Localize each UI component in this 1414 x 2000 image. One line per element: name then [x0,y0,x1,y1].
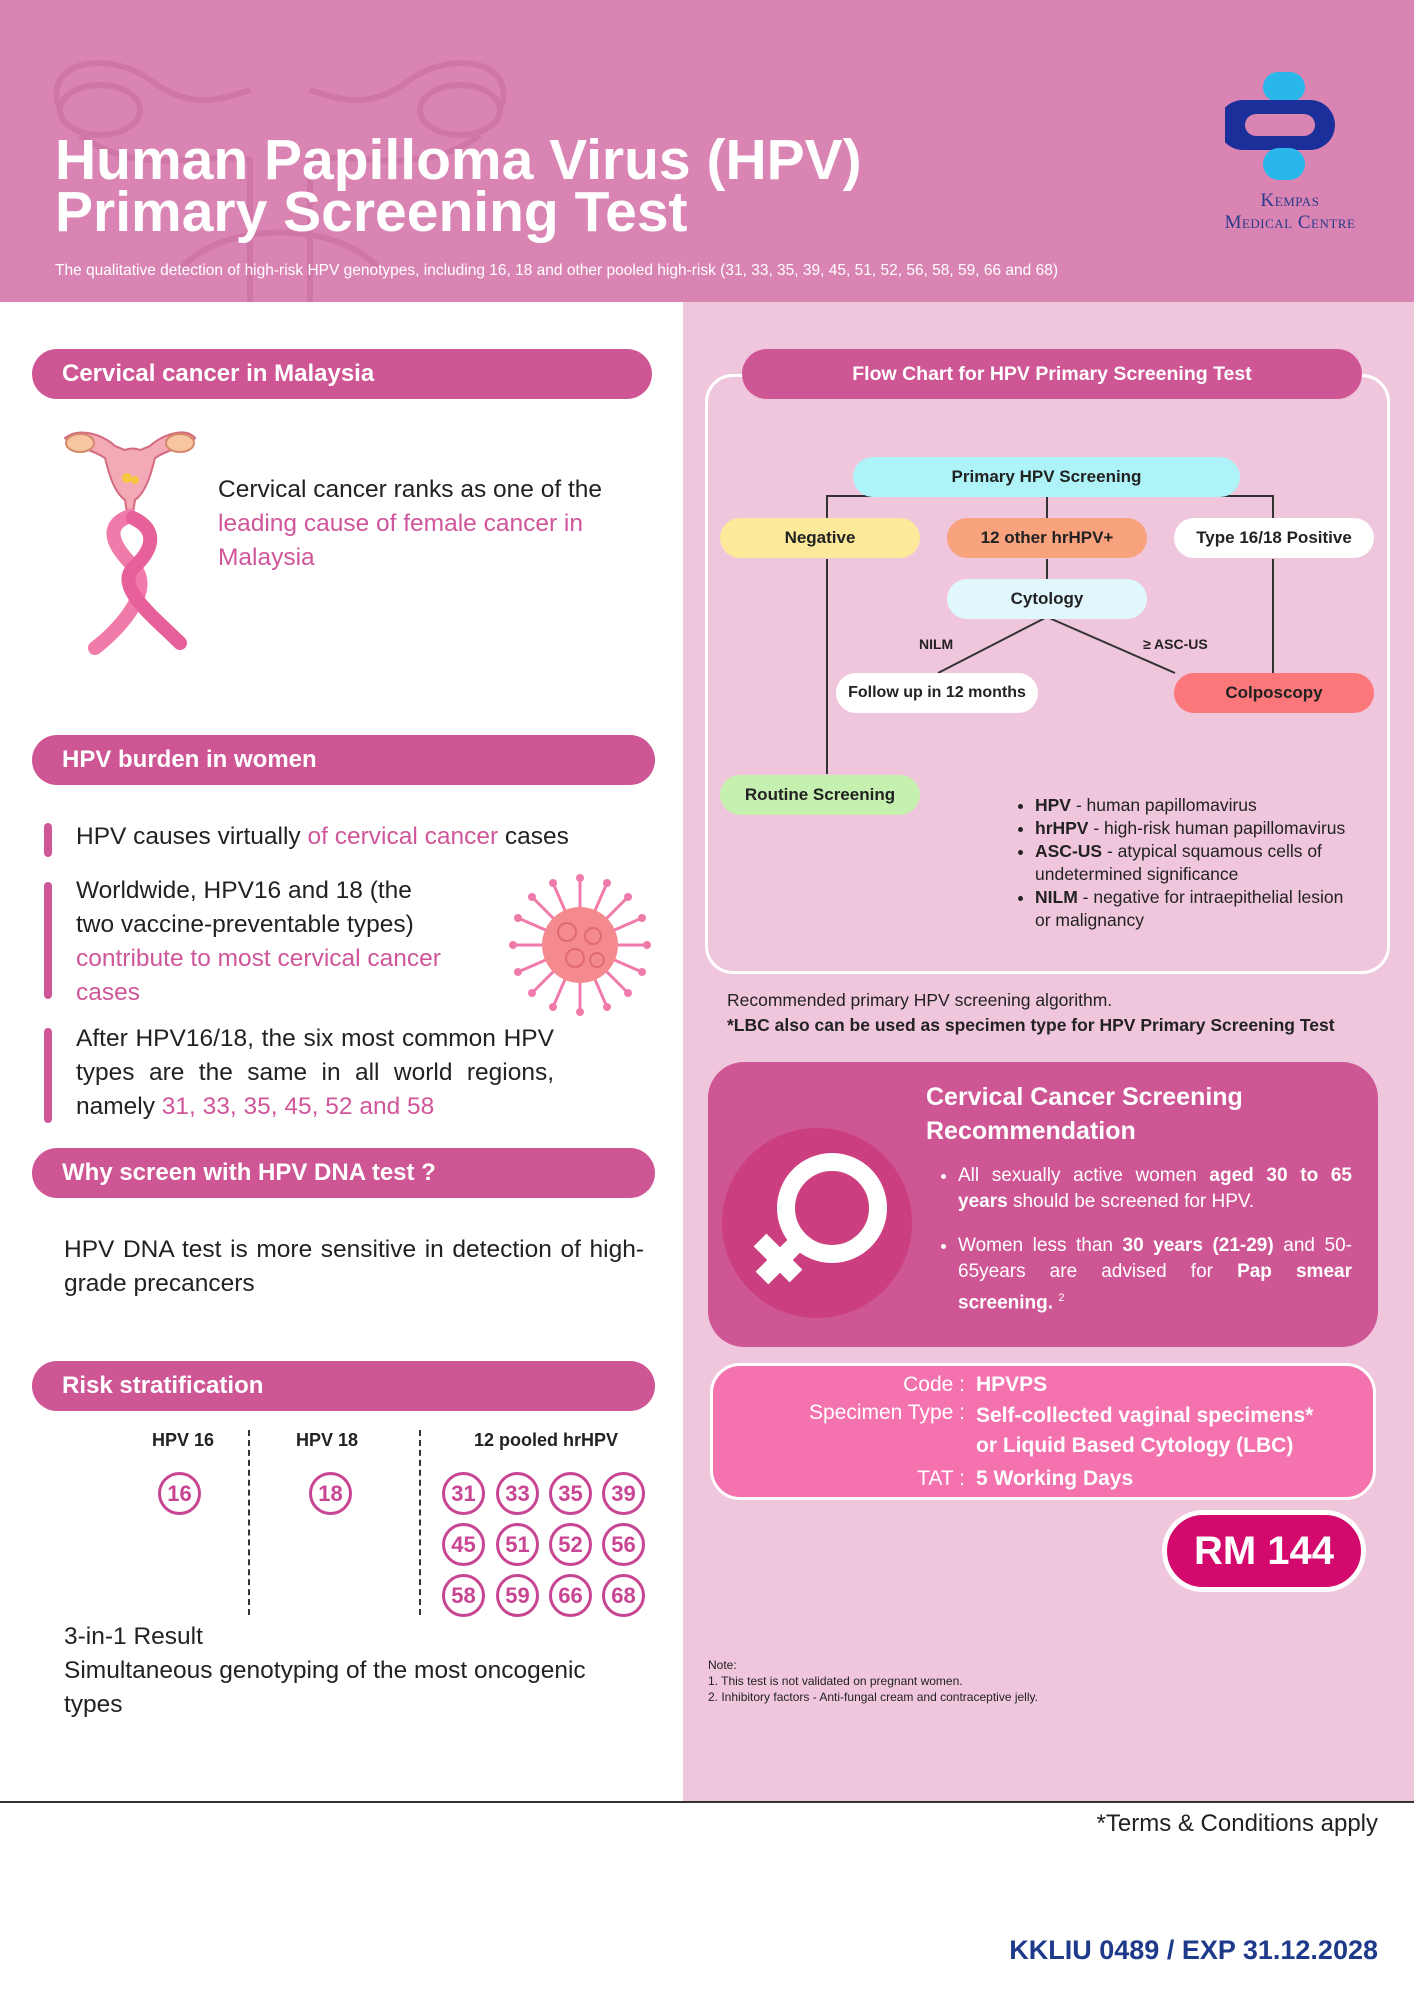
recommendation-list [932,1163,1352,1334]
flow-node-routine: Routine Screening [720,775,920,815]
genotype-circle-16: 16 [158,1472,201,1515]
uterus-ribbon-illustration [55,418,205,658]
recommendation-item: • Women less than 30 years (21-29) and 50-65years are advised for Pap smear screening. $^2$ [958,1233,1352,1316]
risk-col-header-hpv16: HPV 16 [152,1430,215,1450]
page-subtitle: The qualitative detection of high-risk HPV genotypes, including 16, 18 and other pooled high-risk (31, 33, 35, 39, 45, 51, 52, 56, 58, 59, 66 and 68) [55,262,1058,279]
flow-node-cytology: Cytology [947,579,1147,619]
glossary-item: • hrHPV - high-risk human papillomavirus [1035,817,1360,840]
connector-line [826,559,828,774]
flow-label-ascus: ≥ ASC-US [1143,636,1208,652]
code-label: Code : [903,1373,965,1396]
genotype-circle: 31 [442,1472,485,1515]
burden-item-2: Worldwide, HPV16 and 18 (the two vaccine-preventable types) contribute to most cervical cancer cases [76,877,441,1006]
terms-note: *Terms & Conditions apply [1096,1810,1378,1837]
connector-line [826,495,828,519]
flow-node-followup: Follow up in 12 months [836,673,1038,713]
glossary-item: • HPV - human papillomavirus [1035,794,1360,817]
genotype-circle: 58 [442,1574,485,1617]
risk-col-header-hpv18: HPV 18 [296,1430,359,1450]
divider [248,1430,250,1615]
connector-line [1046,495,1048,519]
glossary-item: • ASC-US - atypical squamous cells of undetermined significance [1035,840,1360,886]
genotype-circle: 33 [496,1472,539,1515]
genotype-circle: 66 [549,1574,592,1617]
genotype-circle: 59 [496,1574,539,1617]
section-heading-burden: HPV burden in women [32,735,655,785]
specimen-value: Self-collected vaginal specimens* or Liquid Based Cytology (LBC) [976,1404,1314,1457]
flow-node-primary: Primary HPV Screening [853,457,1240,497]
flow-node-colposcopy: Colposcopy [1174,673,1374,713]
code-value: HPVPS [976,1373,1048,1396]
logo-wordmark: Kempas Medical Centre [1224,190,1356,233]
genotype-circle: 52 [549,1523,592,1566]
tat-label: TAT : [917,1467,965,1490]
test-info-labels [720,1371,965,1501]
female-symbol-badge [722,1128,912,1318]
recommendation-item: • All sexually active women aged 30 to 65 years should be screened for HPV. [958,1163,1352,1215]
license-number: KKLIU 0489 / EXP 31.12.2028 [1009,1935,1378,1965]
risk-result-text: 3-in-1 Result Simultaneous genotyping of the most oncogenic types [64,1623,586,1718]
flow-label-nilm: NILM [919,636,954,652]
accent-bar [44,823,52,857]
genotype-circle-18: 18 [309,1472,352,1515]
genotype-circle: 56 [602,1523,645,1566]
why-text: HPV DNA test is more sensitive in detection of high-grade precancers [64,1236,644,1297]
flow-node-other-hrhpv: 12 other hrHPV+ [947,518,1147,558]
tat-value: 5 Working Days [976,1467,1134,1490]
specimen-label: Specimen Type : [808,1401,965,1424]
burden-item-3: After HPV16/18, the six most common HPV types are the same in all world regions, namely 31, 33, 35, 45, 52 and 58 [76,1025,554,1120]
page-title: Human Papilloma Virus (HPV) Primary Screening Test [55,128,862,244]
accent-bar [44,882,52,999]
notes: Note: 1. This test is not validated on pregnant women. 2. Inhibitory factors - Anti-fungal cream and contraceptive jelly. [708,1658,1038,1704]
genotype-circle: 51 [496,1523,539,1566]
glossary-item: • NILM - negative for intraepithelial lesion or malignancy [1035,886,1360,932]
header-banner [0,0,1414,302]
divider [419,1430,421,1615]
section-heading-malaysia: Cervical cancer in Malaysia [32,349,652,399]
glossary-list [1015,794,1360,932]
female-symbol-icon [722,1128,912,1318]
connector-line [1272,495,1274,519]
risk-col-header-pooled: 12 pooled hrHPV [474,1430,619,1450]
flow-node-type1618: Type 16/18 Positive [1174,518,1374,558]
section-heading-risk: Risk stratification [32,1361,655,1411]
recommendation-title: Cervical Cancer Screening Recommendation [926,1083,1243,1145]
malaysia-text: Cervical cancer ranks as one of the leading cause of female cancer in Malaysia [218,476,603,571]
genotype-circle: 35 [549,1472,592,1515]
flow-chart-heading: Flow Chart for HPV Primary Screening Test [742,349,1362,399]
connector-line [1272,559,1274,674]
kempas-logo-icon [1225,72,1345,182]
connector-line [1046,559,1048,579]
genotype-circle: 68 [602,1574,645,1617]
accent-bar [44,1028,52,1123]
flow-caption: Recommended primary HPV screening algorithm. *LBC also can be used as specimen type for HPV Primary Screening Test [727,990,1335,1035]
footer-divider [0,1801,1414,1803]
flow-node-negative: Negative [720,518,920,558]
section-heading-why: Why screen with HPV DNA test ? [32,1148,655,1198]
genotype-circle: 39 [602,1472,645,1515]
price-badge: RM 144 [1162,1510,1366,1592]
virus-icon [505,870,655,1020]
genotype-circle: 45 [442,1523,485,1566]
burden-item-1: HPV causes virtually of cervical cancer cases [76,823,569,850]
